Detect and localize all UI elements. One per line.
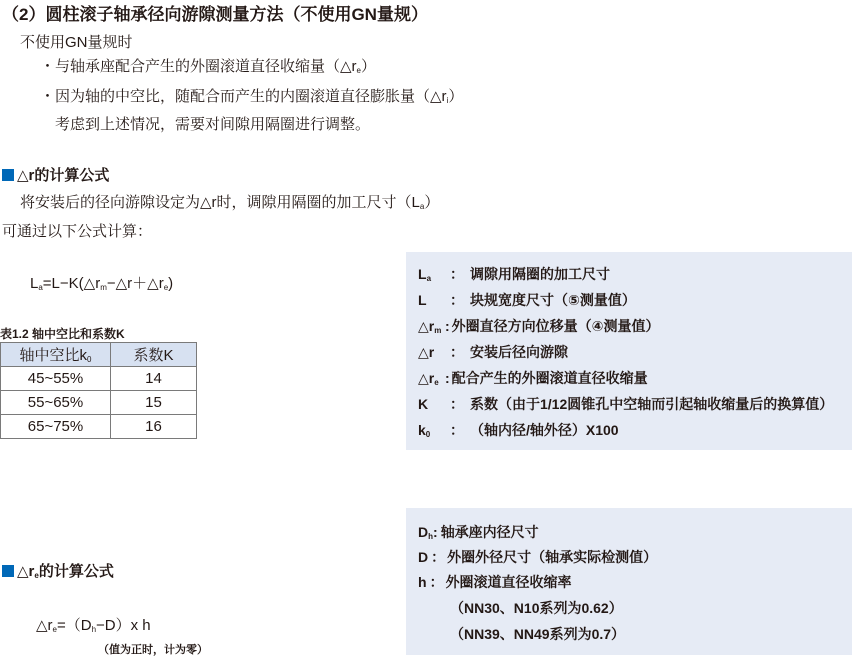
section-2-heading-text: 的计算公式 — [38, 563, 114, 580]
formula-la-part-3: −△r＋△r — [106, 275, 164, 292]
hollow-ratio-table — [0, 342, 197, 439]
formula-re — [36, 614, 151, 635]
legend-1-text: 调隙用隔圈的加工尺寸 — [470, 266, 610, 282]
legend-1-row — [418, 342, 568, 362]
legend-2-colon: ： — [429, 574, 444, 590]
intro-bullet-1-text: ・与轴承座配合产生的外圈滚道直径收缩量（ — [40, 58, 341, 75]
legend-1-colon: ： — [450, 396, 464, 412]
intro-bullet-1-symbol: △r — [340, 58, 357, 75]
legend-2-row — [418, 547, 657, 567]
intro-bullet-2-end: ） — [448, 88, 464, 105]
formula-la-part-1: L — [30, 275, 39, 292]
formula-re-part-2: =（D — [56, 617, 92, 634]
intro-bullet-1-end: ） — [361, 58, 377, 75]
legend-1-colon: ： — [450, 292, 464, 308]
table-row — [1, 415, 197, 439]
formula-la-sub-1: a — [38, 283, 43, 292]
intro-heading: 不使用GN量规时 — [20, 34, 133, 51]
table-caption: 表1.2 轴中空比和系数K — [0, 327, 125, 341]
legend-1-text: 块规宽度尺寸（⑤测量值） — [470, 292, 636, 308]
formula-la-part-2: =L−K(△r — [42, 275, 101, 292]
legend-2-colon: : — [433, 524, 438, 540]
intro-bullet-2 — [40, 85, 463, 106]
intro-bullet-2-text: ・因为轴的中空比，随配合而产生的内圈滚道直径膨胀量（ — [40, 88, 431, 105]
table-header-ratio-sub: 0 — [87, 355, 92, 364]
section-1-heading-text: △r的计算公式 — [17, 167, 110, 184]
section-1-desc-1-sub: a — [419, 202, 425, 211]
section-1-desc-1-end: ） — [424, 194, 440, 211]
legend-2-symbol: h — [418, 574, 427, 590]
legend-1-text: 安装后径向游隙 — [470, 344, 568, 360]
table-row — [1, 391, 197, 415]
formula-la — [30, 272, 173, 293]
section-1-desc-2: 可通过以下公式计算： — [2, 223, 153, 240]
legend-1-text: 配合产生的外圈滚道直径收缩量 — [451, 370, 648, 386]
section-1-desc-1 — [20, 191, 439, 212]
legend-1-row — [418, 368, 648, 388]
section-2-square-icon — [2, 565, 14, 577]
table-header-ratio — [1, 343, 111, 367]
section-1-desc-1-text: 将安装后的径向游隙设定为△r时，调隙用隔圈的加工尺寸（L — [20, 194, 420, 211]
legend-1-symbol: $\triangle r_e$ — [418, 370, 439, 387]
formula-la-sub-3: e — [163, 283, 169, 292]
legend-1-row — [418, 290, 636, 310]
intro-bullet-1-sub: e — [356, 66, 361, 75]
formula-re-note: （值为正时，计为零） — [98, 644, 208, 656]
table-cell-ratio: 65~75% — [1, 415, 111, 439]
page-title: （2）圆柱滚子轴承径向游隙测量方法（不使用GN量规） — [2, 5, 428, 24]
legend-1-colon: : — [445, 370, 450, 386]
legend-2-row — [418, 572, 572, 592]
section-2-heading-sub: e — [34, 571, 39, 580]
legend-panel-2 — [406, 508, 852, 655]
legend-2-text: （NN30、N10系列为0.62） — [450, 600, 623, 616]
table-cell-k: 14 — [111, 367, 197, 391]
legend-1-symbol: K — [418, 396, 429, 412]
legend-2-text: 外圈外径尺寸（轴承实际检测值） — [447, 549, 658, 565]
legend-1-text: （轴内径/轴外径）X100 — [470, 422, 619, 438]
legend-2-row — [450, 624, 625, 644]
section-2-heading-sym: △r — [17, 563, 35, 580]
legend-2-symbol: D — [418, 549, 429, 565]
legend-1-row — [418, 420, 619, 440]
legend-1-symbol: $L_a$ — [418, 266, 432, 283]
table-header-coef: 系数K — [111, 343, 197, 367]
intro-note: 考虑到上述情况，需要对间隙用隔圈进行调整。 — [55, 116, 371, 133]
table-cell-k: 16 — [111, 415, 197, 439]
legend-panel-1 — [406, 252, 852, 450]
legend-2-row — [418, 522, 539, 542]
legend-1-symbol: L — [418, 292, 427, 308]
section-1-square-icon — [2, 169, 14, 181]
legend-1-colon: ： — [450, 266, 464, 282]
legend-1-row — [418, 264, 610, 284]
legend-1-row — [418, 394, 833, 414]
intro-bullet-1 — [40, 55, 376, 76]
legend-1-colon: ： — [450, 422, 464, 438]
intro-bullet-2-symbol: △r — [430, 88, 447, 105]
section-1-heading — [2, 164, 109, 185]
legend-1-symbol: $k_0$ — [418, 422, 431, 439]
legend-2-row — [450, 598, 623, 618]
legend-2-text: 外圈滚道直径收缩率 — [445, 574, 572, 590]
legend-2-colon: ： — [431, 549, 446, 565]
table-header-ratio-text: 轴中空比k — [19, 347, 88, 364]
legend-1-symbol: $\triangle r_m$ — [418, 318, 442, 335]
table-row — [1, 367, 197, 391]
formula-la-part-4: ) — [168, 275, 174, 292]
legend-1-colon: ： — [450, 344, 464, 360]
formula-la-sub-2: m — [100, 283, 107, 292]
formula-re-part-3: −D）x h — [96, 617, 151, 634]
legend-2-text: （NN39、NN49系列为0.7） — [450, 626, 626, 642]
legend-1-row — [418, 316, 660, 336]
intro-bullet-2-sub: i — [446, 96, 449, 105]
legend-1-text: 外圈直径方向位移量（④测量值） — [451, 318, 660, 334]
formula-re-sub-1: e — [52, 625, 57, 634]
section-2-heading — [2, 560, 114, 581]
legend-1-colon: : — [445, 318, 450, 334]
formula-re-sub-2: h — [91, 625, 97, 634]
table-cell-ratio: 55~65% — [1, 391, 111, 415]
legend-2-text: 轴承座内径尺寸 — [440, 524, 539, 540]
legend-1-text: 系数（由于1/12圆锥孔中空轴而引起轴收缩量后的换算值） — [470, 396, 834, 412]
legend-1-symbol: △r — [418, 344, 435, 360]
table-cell-k: 15 — [111, 391, 197, 415]
table-cell-ratio: 45~55% — [1, 367, 111, 391]
formula-re-part-1: △r — [36, 617, 53, 634]
table-header-row — [1, 343, 197, 367]
legend-2-symbol: $D_h$ — [418, 524, 434, 541]
